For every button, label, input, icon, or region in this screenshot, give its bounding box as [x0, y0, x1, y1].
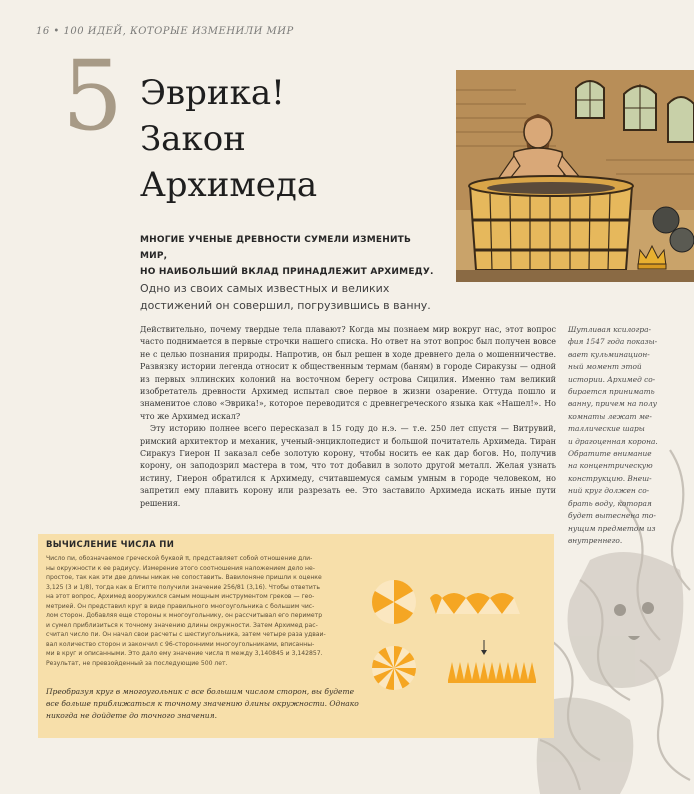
caption-line: истории. Архимед со-: [568, 374, 656, 384]
archimedes-woodcut-illustration: [456, 70, 694, 282]
page-title: [140, 70, 440, 208]
caption-line: и драгоценная корона.: [568, 436, 658, 446]
pi-box-line: простое, так как эти две длины никак не сопоставить. Вавилоняне пришли к оценке: [46, 574, 322, 581]
pi-box-line: ми в круг и описанными. Это дало ему значение числа π между 3,140845 и 3,142857.: [46, 650, 323, 657]
caption-line: внутреннего.: [568, 535, 623, 545]
lead-paragraph: [140, 232, 440, 314]
caption-line: на концентрическую: [568, 461, 653, 471]
body-text: [140, 324, 556, 510]
title-line-3: Архимеда: [140, 165, 318, 205]
caption-line: ванну, причем на полу: [568, 399, 657, 409]
caption-line: ный момент этой: [568, 362, 642, 372]
many-sector-circle: [372, 646, 416, 690]
pi-box-caption: [46, 686, 376, 722]
pi-box-title: ВЫЧИСЛЕНИЕ ЧИСЛА ПИ: [46, 540, 175, 550]
pi-box-caption-line: никогда не дойдете до точного значения.: [46, 711, 217, 720]
many-sector-strip: [448, 662, 536, 683]
pi-box-line: Число пи, обозначаемое греческой буквой π, представляет собой отношение дли-: [46, 555, 313, 562]
six-sector-strip: [430, 593, 520, 614]
pi-box-caption-line: все больше приближаться к точному значению длины окружности. Однако: [46, 699, 359, 708]
lead-strong-line-2: НО НАИБОЛЬШИЙ ВКЛАД ПРИНАДЛЕЖИТ АРХИМЕДУ.: [140, 267, 434, 277]
pi-box-line: метрией. Он представил круг в виде правильного многоугольника с большим чис-: [46, 602, 315, 610]
caption-line: нущим предметом из: [568, 523, 656, 533]
down-arrow-icon: [481, 640, 487, 655]
pi-box-line: 3,125 (3 и 1/8), тогда как в Египте получили значение 256/81 (3,16). Чтобы ответить: [46, 583, 320, 591]
caption-line: будет вытеснена то-: [568, 511, 656, 521]
six-sector-circle: [372, 580, 416, 624]
body-paragraph-2: Эту историю полнее всего пересказал в 15 году до н.э. — т.е. 250 лет спустя — Витрувий, римский архитектор и механик, ученый-энциклопедист и большой почитатель Архимеда. Тиран Сиракуз Гиерон II заказал себе золотую корону, чтобы носить ее как дар богов. Но, получив корону, он заподозрил мастера в том, что тот добавил в золото другой металл. Желая узнать истину, Гиерон обратился к Архимеду, считавшемуся самым умным в городе человеком, но запретил ему плавить корону или разрезать ее. Это заставило Архимеда искать иные пути решения.: [140, 424, 556, 508]
caption-line: конструкцию. Внеш-: [568, 473, 652, 483]
chapter-number: 5: [62, 40, 124, 152]
lead-normal-line-2: достижений он совершил, погрузившись в ванну.: [140, 299, 431, 312]
pi-box-line: считал число пи. Он начал свои расчеты с шестиугольника, затем четыре раза удваи-: [46, 631, 326, 638]
pi-box-caption-line: Преобразуя круг в многоугольник с все большим числом сторон, вы будете: [46, 687, 355, 696]
caption-line: бирается принимать: [568, 387, 655, 397]
pi-box-line: вал количество сторон и закончил с 96-сторонними многоугольниками, вписанны-: [46, 640, 315, 648]
caption-line: брать воду, которая: [568, 498, 652, 508]
pi-box-line: ны окружности к ее радиусу. Измерение этого соотношения наложением дело не-: [46, 564, 315, 572]
pi-box-line: и сумел приблизиться к точному значению длины окружности. Затем Архимед рас-: [46, 621, 318, 629]
caption-line: фия 1547 года показы-: [568, 337, 658, 347]
caption-line: комнаты лежат ме-: [568, 411, 652, 421]
caption-line: ний круг должен со-: [568, 486, 650, 496]
caption-line: вает кульминацион-: [568, 349, 650, 359]
caption-line: Шутливая ксилогра-: [568, 325, 651, 334]
running-head: 16 • 100 ИДЕЙ, КОТОРЫЕ ИЗМЕНИЛИ МИР: [36, 26, 294, 37]
lead-strong-line-1: МНОГИЕ УЧЕНЫЕ ДРЕВНОСТИ СУМЕЛИ ИЗМЕНИТЬ МИР,: [140, 235, 412, 261]
pi-box-line: на этот вопрос, Архимед вооружился самым мощным инструментом греков — гео-: [46, 593, 315, 600]
pi-box-text: [46, 554, 382, 668]
body-paragraph-1: Действительно, почему твердые тела плавают? Когда мы познаем мир вокруг нас, этот вопрос часто поднимается в первые строчки нашего списка. Но ответ на этот вопрос был получен вовсе не с целью познания природы. Напротив, он был решен в ходе древнего дела о мошенничестве. Развязку истории легенда относит к общественным термам (баням) в городе Сиракузы — одной из первых эллинских колоний на восточном берегу острова Сицилия. Именно там великий изобретатель древности Архимед испытал свое первое в жизни озарение. Оттуда пошло и знаменитое слово «Эврика!», которое переводится с древнегреческого языка как «Нашел!». Но что же Архимед искал?: [140, 325, 556, 421]
title-line-1: Эврика!: [140, 73, 285, 113]
pi-box-line: Результат, не превзойденный за последующие 500 лет.: [46, 659, 228, 667]
illustration-caption: [568, 324, 672, 547]
caption-line: таллические шары: [568, 424, 645, 434]
lead-normal-line-1: Одно из своих самых известных и великих: [140, 282, 390, 295]
pi-box-line: лом сторон. Добавляя еще стороны к многоугольнику, он рассчитывал его периметр: [46, 612, 323, 619]
title-line-2: Закон: [140, 119, 246, 159]
pi-sidebar-box: [38, 534, 554, 738]
caption-line: Обратите внимание: [568, 449, 652, 459]
pi-polygon-diagram: [368, 574, 554, 698]
